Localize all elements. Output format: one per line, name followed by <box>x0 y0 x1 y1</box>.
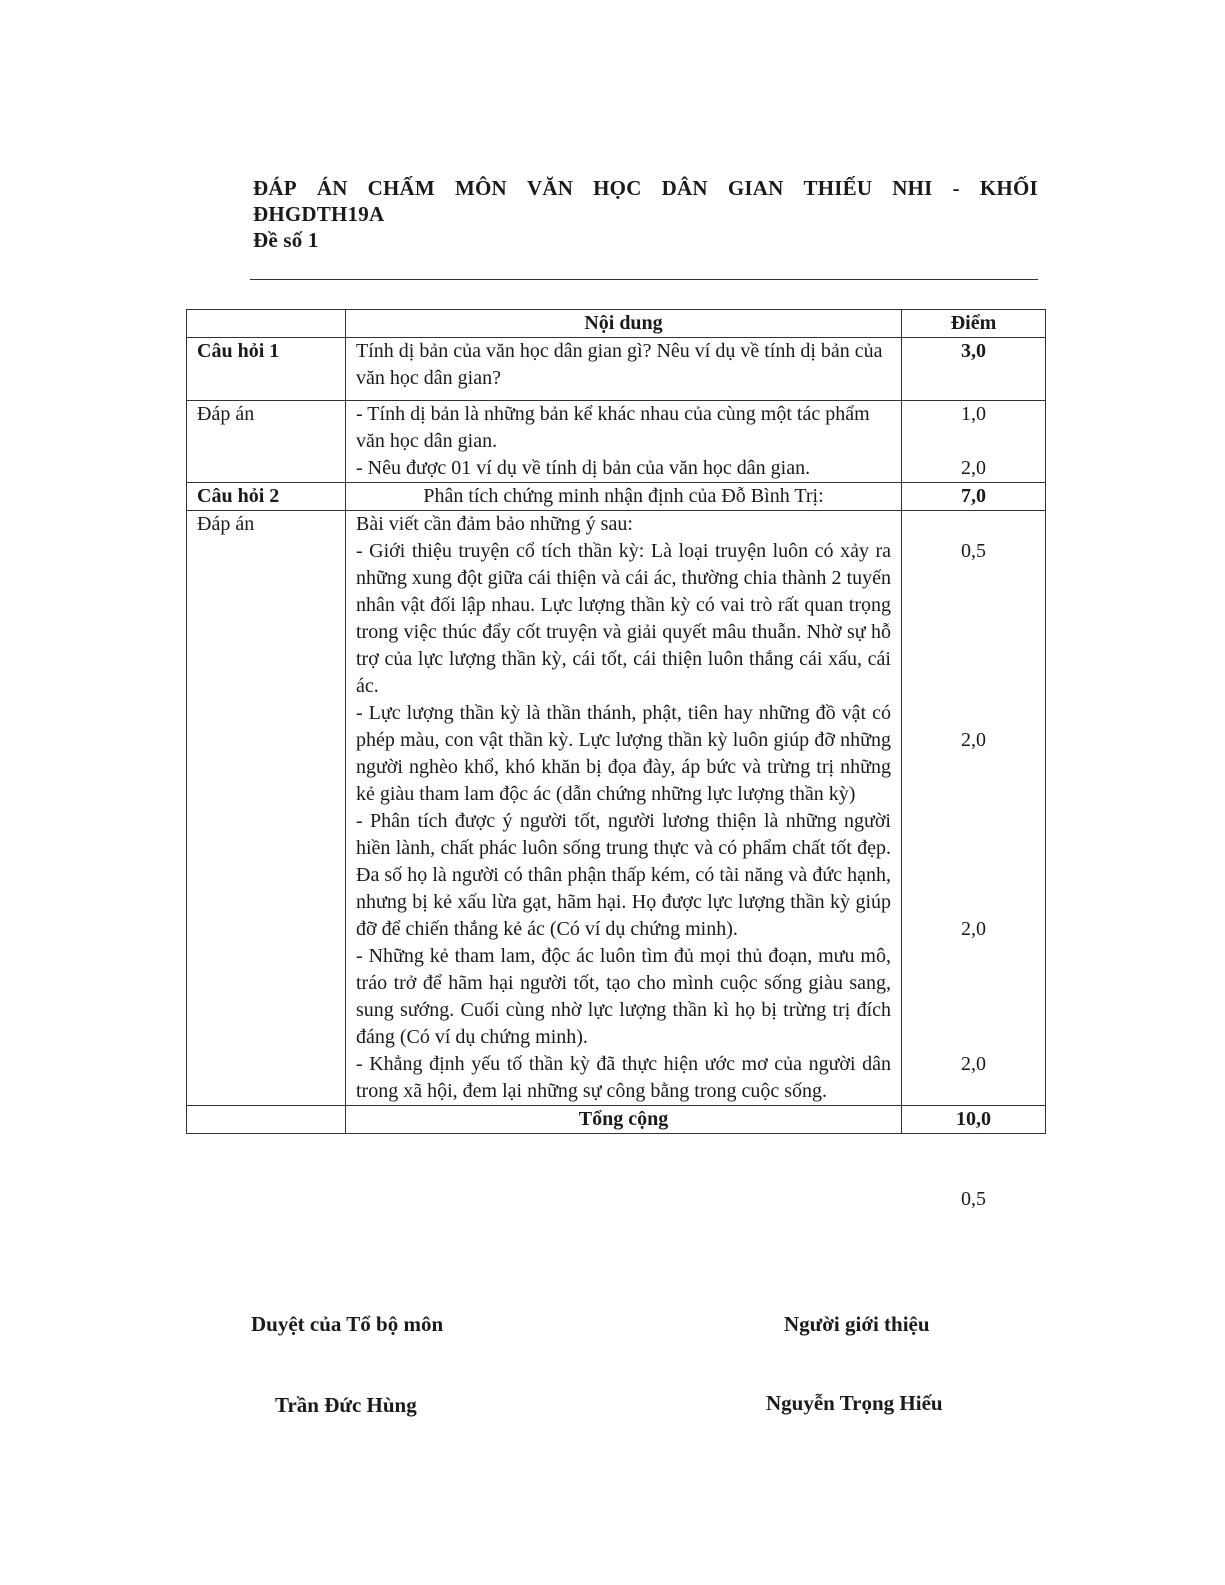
total-score: 10,0 <box>902 1106 1046 1134</box>
answer-2-item-score: 0,5 <box>961 540 986 562</box>
title-word: ÁN <box>316 176 348 200</box>
answer-2-item: - Lực lượng thần kỳ là thần thánh, phật, tiên hay những đồ vật có phép màu, con vật thần kỳ. Lực lượng thần kỳ luôn giúp đỡ những người nghèo khổ, khó khăn bị đọa đày, áp bức và trừng trị những kẻ giàu tham lam độc ác (dẫn chứng những lực lượng thần kỳ) <box>356 702 891 805</box>
header-score: Điểm <box>902 310 1046 338</box>
answer-2-item-score: 2,0 <box>961 729 986 751</box>
title-word: CHẤM <box>367 176 435 200</box>
answer-2-item-score: 2,0 <box>961 1053 986 1075</box>
answer-2-content <box>346 511 902 1106</box>
answer-1-row <box>187 401 1046 483</box>
title-word: NHI <box>892 176 933 200</box>
answer-1-item-score: 2,0 <box>961 457 986 479</box>
answer-2-item-score: 0,5 <box>961 1188 986 1210</box>
answer-2-item: - Những kẻ tham lam, độc ác luôn tìm đủ mọi thủ đoạn, mưu mô, tráo trở để hãm hại người tốt, tạo cho mình cuộc sống giàu sang, sung sướng. Cuối cùng nhờ lực lượng thần kì họ bị trừng trị đích đáng (Có ví dụ chứng minh). <box>356 945 891 1048</box>
exam-number: Đề số 1 <box>253 228 319 252</box>
title-divider <box>250 279 1038 280</box>
total-row <box>187 1106 1046 1134</box>
question-1-row <box>187 338 1046 401</box>
answer-2-label: Đáp án <box>187 511 346 1106</box>
title-word: MÔN <box>454 176 507 200</box>
question-1-text: Tính dị bản của văn học dân gian gì? Nêu ví dụ về tính dị bản của văn học dân gian? <box>346 338 902 401</box>
question-2-label: Câu hỏi 2 <box>187 483 346 511</box>
answer-1-scores <box>902 401 1046 483</box>
approver-name: Trần Đức Hùng <box>275 1393 417 1417</box>
title-word: HỌC <box>593 176 642 200</box>
title-word: VĂN <box>526 176 574 200</box>
answer-2-row <box>187 511 1046 1106</box>
title-word: THIẾU <box>803 176 873 200</box>
title-line-1 <box>253 175 1038 201</box>
introducer-name: Nguyễn Trọng Hiếu <box>766 1391 943 1415</box>
header-empty-cell <box>187 310 346 338</box>
answer-2-item: - Khẳng định yếu tố thần kỳ đã thực hiện ước mơ của người dân trong xã hội, đem lại những sự công bằng trong cuộc sống. <box>356 1053 891 1102</box>
total-empty-cell <box>187 1106 346 1134</box>
question-2-text: Phân tích chứng minh nhận định của Đỗ Bình Trị: <box>346 483 902 511</box>
answer-1-item-score: 1,0 <box>961 403 986 425</box>
question-1-label: Câu hỏi 1 <box>187 338 346 401</box>
document-title <box>253 175 1038 253</box>
header-content: Nội dung <box>346 310 902 338</box>
answer-1-item: - Tính dị bản là những bản kể khác nhau của cùng một tác phẩm văn học dân gian. <box>356 403 870 452</box>
total-label: Tổng cộng <box>346 1106 902 1134</box>
title-word: GIAN <box>727 176 784 200</box>
question-2-score: 7,0 <box>902 483 1046 511</box>
question-1-score: 3,0 <box>902 338 1046 401</box>
question-2-row <box>187 483 1046 511</box>
title-word: ĐÁP <box>253 176 297 200</box>
introducer-title: Người giới thiệu <box>784 1312 930 1336</box>
table-header-row <box>187 310 1046 338</box>
answer-2-item-score: 2,0 <box>961 918 986 940</box>
title-line-2: ĐHGDTH19A <box>253 202 385 226</box>
approval-title: Duyệt của Tổ bộ môn <box>251 1312 444 1336</box>
answer-1-item: - Nêu được 01 ví dụ về tính dị bản của văn học dân gian. <box>356 457 811 479</box>
title-word: KHỐI <box>979 176 1038 200</box>
answer-2-intro: Bài viết cần đảm bảo những ý sau: <box>356 513 633 535</box>
answer-1-content <box>346 401 902 483</box>
title-word: - <box>952 176 960 200</box>
answer-1-label: Đáp án <box>187 401 346 483</box>
answer-2-item: - Giới thiệu truyện cổ tích thần kỳ: Là loại truyện luôn có xảy ra những xung đột giữa cái thiện và cái ác, thường chia thành 2 tuyến nhân vật đối lập nhau. Lực lượng thần kỳ có vai trò rất quan trọng trong việc thúc đẩy cốt truyện và giải quyết mâu thuẫn. Nhờ sự hỗ trợ của lực lượng thần kỳ, cái tốt, cái thiện luôn thắng cái xấu, cái ác. <box>356 540 891 697</box>
answer-2-item: - Phân tích được ý người tốt, người lương thiện là những người hiền lành, chất phác luôn sống trung thực và có phẩm chất tốt đẹp. Đa số họ là người có thân phận thấp kém, có tài năng và đức hạnh, nhưng bị kẻ xấu lừa gạt, hãm hại. Họ được lực lượng thần kỳ giúp đỡ để chiến thắng kẻ ác (Có ví dụ chứng minh). <box>356 810 891 940</box>
grading-table <box>186 309 1046 1210</box>
title-word: DÂN <box>661 176 708 200</box>
